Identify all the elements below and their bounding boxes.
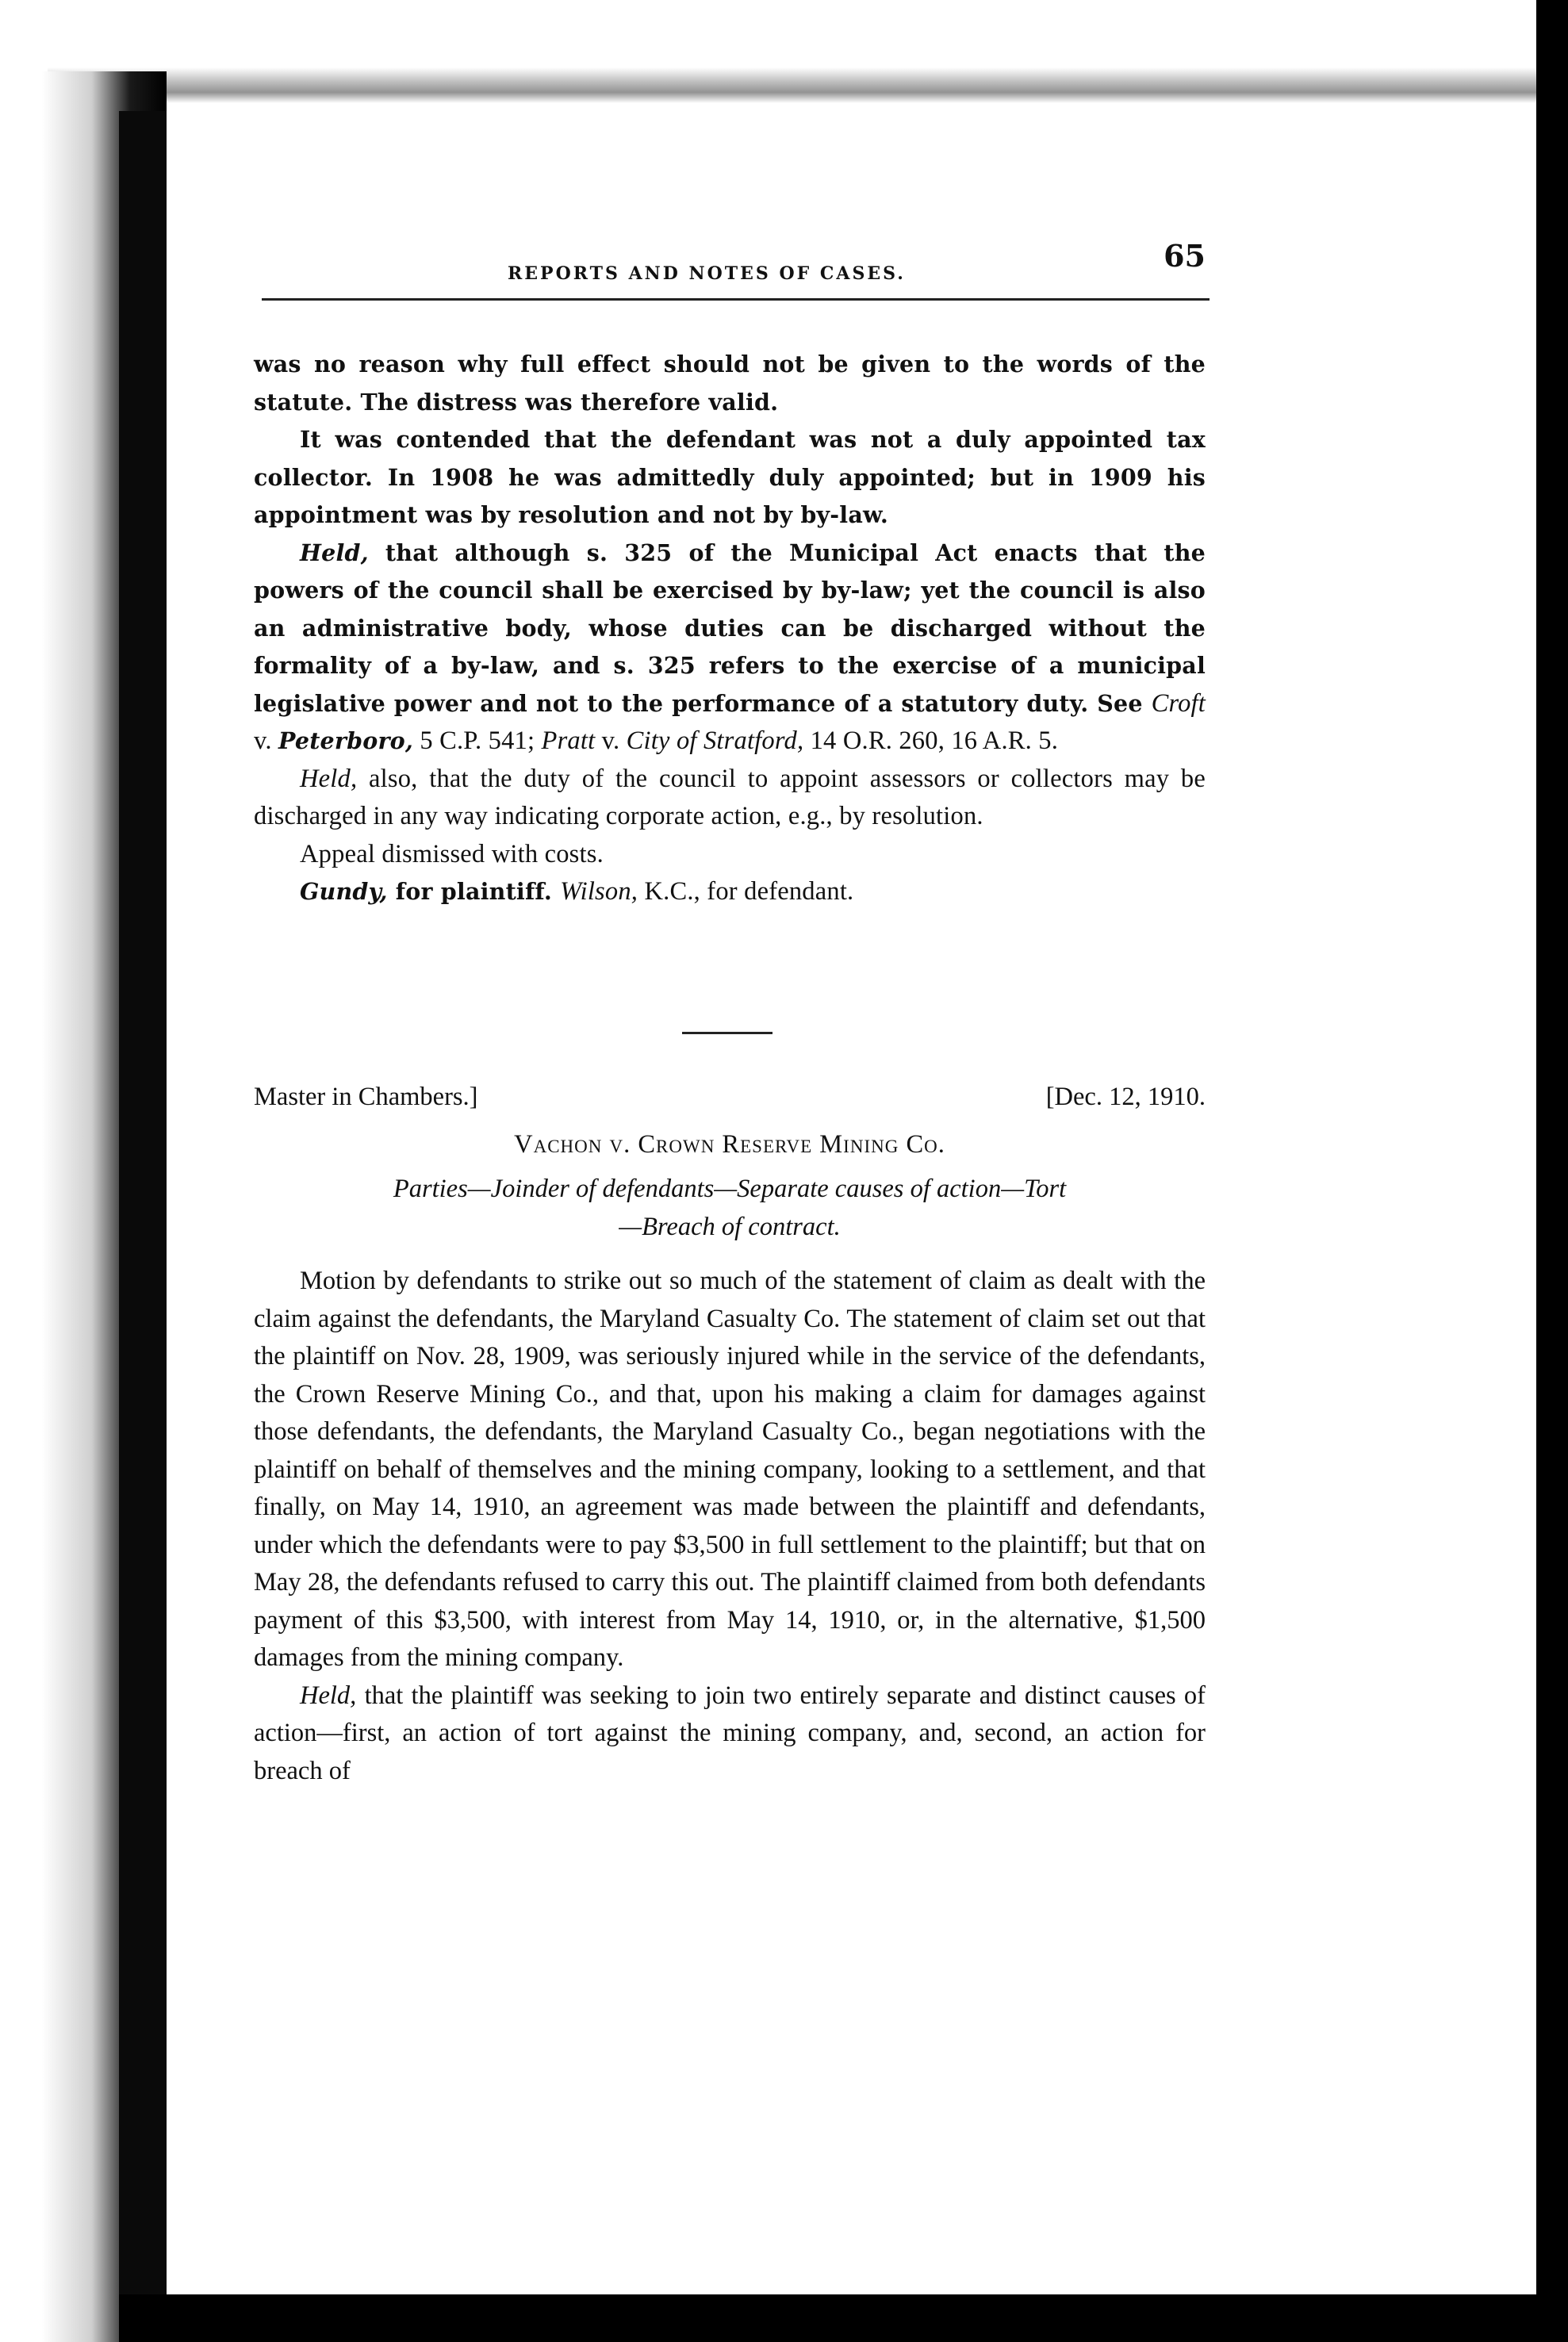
headnote [254,1170,1206,1246]
citation-party: Peterboro, [278,727,413,754]
paragraph-counsel [254,873,1206,911]
citation-party-2: City of Stratford, [626,726,804,755]
second-case-report [254,1263,1206,1790]
counsel-defendant-role: K.C., for defendant. [638,877,854,906]
case-separator-rule [682,1032,772,1034]
citation-case-name-2: Pratt [541,726,596,755]
running-head-title: REPORTS AND NOTES OF CASES. [508,263,906,284]
scan-edge-right [1536,0,1568,2342]
printed-page [254,238,1206,1785]
running-head [254,238,1206,301]
holding-text-3: that the plaintiff was seeking to join two entirely separate and distinct causes of action—first, an action of tort against the mining company, and, second, an action for breach of [254,1681,1206,1785]
page-number: 65 [1164,238,1206,274]
held-label: Held, [300,539,369,566]
scan-edge-bottom [119,2294,1568,2342]
holding-text-2: also, that the duty of the council to appoint assessors or collectors may be discharged in any way indicating corporate action, e.g., by resolution. [254,764,1206,830]
headnote-line-2: —Breach of contract. [619,1213,841,1241]
court-name: Master in Chambers.] [254,1083,478,1111]
scan-shadow-top [48,67,1555,103]
paragraph-disposition: Appeal dismissed with costs. [300,839,604,868]
counsel-plaintiff-name: Gundy, [300,878,388,905]
held-label-2: Held, [300,764,358,793]
citation-versus-2: v. [595,726,627,755]
citation-reference-2: 14 O.R. 260, 16 A.R. 5. [803,726,1059,755]
paragraph-holding-2 [254,761,1206,836]
citation-reference: 5 C.P. 541; [413,726,542,755]
holding-text: that although s. 325 of the Municipal Act enacts that the powers of the council shall be exercised by by-law; yet the council is also an administrative body, whose duties can be discharged without the formality of a by-law, and s. 325 refers to the exercise of a municipal legislative power and not to the performance of a statutory duty. See [254,539,1206,717]
paragraph-contention: It was contended that the defendant was not a duly appointed tax collector. In 1908 he was admittedly duly appointed; but in 1909 his appointment was by resolution and not by by-law. [254,426,1206,528]
citation-versus: v. [254,726,278,755]
binding-gutter [119,111,167,2332]
headnote-line-1: Parties—Joinder of defendants—Separate causes of action—Tort [393,1175,1067,1203]
first-case-report [254,346,1206,911]
citation-case-name: Croft [1151,688,1206,718]
paragraph-motion: Motion by defendants to strike out so much of the statement of claim as dealt with the claim against the defendants, the Maryland Casualty Co. The statement of claim set out that the plaintiff on Nov. 28, 1909, was seriously injured while in the service of the defendants, the Crown Reserve Mining Co., and that, upon his making a claim for damages against those defendants, the defendants, the Maryland Casualty Co., began negotiations with the plaintiff on behalf of themselves and the mining company, looking to a settlement, and that finally, on May 14, 1910, an agreement was made between the plaintiff and defendants, under which the defendants were to pay $3,500 in full settlement to the plaintiff; but that on May 28, the defendants refused to carry this out. The plaintiff claimed from both defendants payment of this $3,500, with interest from May 14, 1910, or, in the alternative, $1,500 damages from the mining company. [254,1267,1206,1672]
header-rule [262,298,1210,301]
paragraph-holding-3 [254,1677,1206,1791]
court-line [254,1059,1206,1111]
paragraph-conclusion: was no reason why full effect should not be given to the words of the statute. The distress was therefore valid. [254,351,1206,416]
decision-date: [Dec. 12, 1910. [1045,1083,1206,1111]
paragraph-holding-1 [254,535,1206,761]
held-label-3: Held, [300,1681,357,1710]
counsel-plaintiff-role: for plaintiff. [387,878,561,905]
case-title: Vachon v. Crown Reserve Mining Co. [514,1130,945,1159]
counsel-defendant-name: Wilson, [560,877,638,906]
